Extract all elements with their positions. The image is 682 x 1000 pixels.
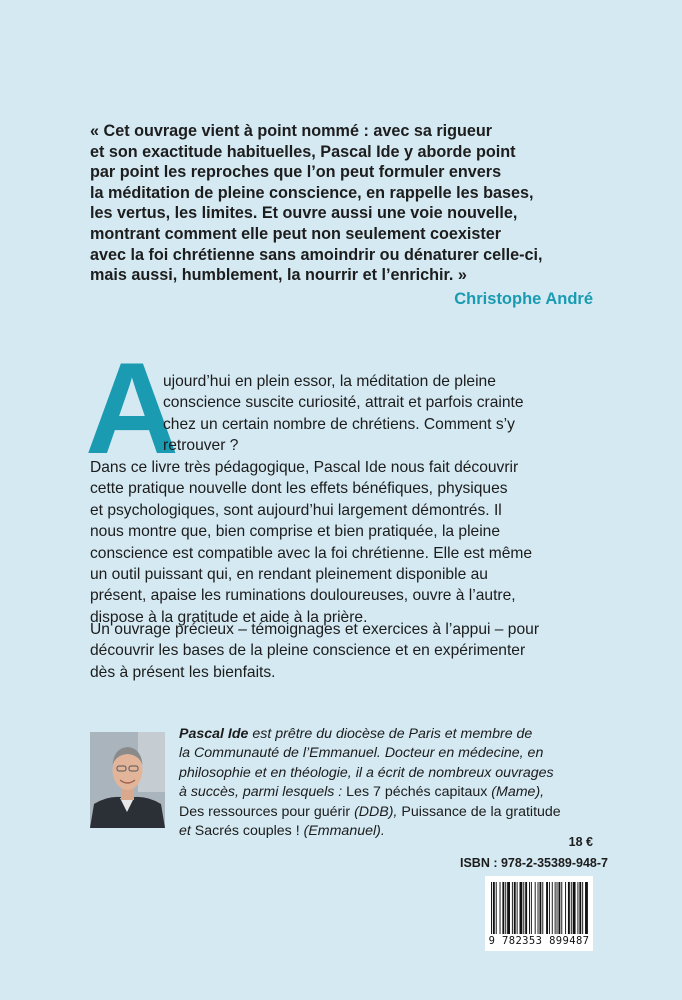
paragraph-line: nous montre que, bien comprise et bien pratiquée, la pleine xyxy=(90,523,501,541)
paragraph-line: dispose à la gratitude et aide à la prière. xyxy=(90,608,368,626)
barcode-bar xyxy=(491,882,492,934)
paragraph-line: découvrir les bases de la pleine conscience et en expérimenter xyxy=(90,642,526,660)
barcode-bar xyxy=(538,882,539,934)
barcode-bar xyxy=(500,882,501,934)
barcode xyxy=(485,876,593,951)
barcode-bar xyxy=(529,882,530,934)
barcode-bar xyxy=(496,882,497,934)
barcode-bar xyxy=(552,882,553,934)
intro-line: ujourd’hui en plein essor, la méditation de pleine xyxy=(163,373,496,390)
quote-line: et son exactitude habituelles, Pascal Ide y aborde point xyxy=(90,142,516,161)
bio-line: et Sacrés couples ! (Emmanuel). xyxy=(179,823,385,840)
paragraph-line: Dans ce livre très pédagogique, Pascal Ide nous fait découvrir xyxy=(90,459,519,476)
paragraph-line: conscience est compatible avec la foi chrétienne. Elle est même xyxy=(90,544,533,562)
barcode-bar xyxy=(523,882,524,934)
barcode-bar xyxy=(517,882,518,934)
description-paragraph xyxy=(90,457,595,628)
author-photo xyxy=(90,732,165,828)
paragraph-line: Un ouvrage précieux – témoignages et exercices à l’appui – pour xyxy=(90,621,540,638)
endorsement-quote xyxy=(90,121,610,286)
barcode-bar xyxy=(568,882,570,934)
paragraph-line: dès à présent les bienfaits. xyxy=(90,663,276,681)
bio-line: la Communauté de l’Emmanuel. Docteur en médecine, en xyxy=(179,745,544,762)
quote-line: « Cet ouvrage vient à point nommé : avec sa rigueur xyxy=(90,122,493,140)
barcode-bar xyxy=(514,882,516,934)
drop-cap: A xyxy=(85,335,179,481)
barcode-bar xyxy=(535,882,536,934)
quote-line: montrant comment elle peut non seulement coexister xyxy=(90,224,502,243)
bio-line: Pascal Ide est prêtre du diocèse de Paris et membre de xyxy=(179,726,533,742)
isbn-label: ISBN : 978-2-35389-948-7 xyxy=(460,856,608,870)
barcode-bar xyxy=(520,882,523,934)
barcode-bar xyxy=(493,882,495,934)
quote-line: mais aussi, humblement, la nourrir et l’enrichir. » xyxy=(90,266,467,285)
intro-line: retrouver ? xyxy=(163,437,239,455)
barcode-bar xyxy=(549,882,550,934)
bio-line: Des ressources pour guérir (DDB), Puissance de la gratitude xyxy=(179,803,561,820)
intro-line: chez un certain nombre de chrétiens. Comment s’y xyxy=(163,415,515,433)
barcode-bar xyxy=(571,882,572,934)
paragraph-line: présent, apaise les ruminations douloureuses, ouvre à l’autre, xyxy=(90,587,516,605)
intro-line: conscience suscite curiosité, attrait et parfois crainte xyxy=(163,394,524,412)
barcode-bar xyxy=(555,882,556,934)
barcode-bar xyxy=(582,882,583,934)
barcode-bar xyxy=(507,882,510,934)
barcode-bar xyxy=(512,882,513,934)
intro-paragraph xyxy=(163,371,593,457)
barcode-bar xyxy=(558,882,560,934)
quote-line: les vertus, les limites. Et ouvre aussi une voie nouvelle, xyxy=(90,204,518,223)
summary-paragraph xyxy=(90,619,595,683)
quote-line: avec la foi chrétienne sans amoindrir ou dénaturer celle-ci, xyxy=(90,245,543,264)
barcode-bar xyxy=(557,882,558,934)
price-label: 18 € xyxy=(568,835,593,849)
barcode-bar xyxy=(505,882,506,934)
barcode-bar xyxy=(565,882,566,934)
paragraph-line: cette pratique nouvelle dont les effets bénéfiques, physiques xyxy=(90,480,508,498)
barcode-bar xyxy=(531,882,532,934)
quote-line: la méditation de pleine conscience, en rappelle les bases, xyxy=(90,183,534,202)
barcode-bar xyxy=(502,882,504,934)
barcode-bar xyxy=(546,882,548,934)
barcode-bar xyxy=(525,882,527,934)
barcode-bar xyxy=(573,882,576,934)
bio-line: à succès, parmi lesquels : Les 7 péchés capitaux (Mame), xyxy=(179,784,545,801)
barcode-bar xyxy=(561,882,562,934)
author-bio xyxy=(179,725,599,841)
barcode-bar xyxy=(577,882,578,934)
barcode-bar xyxy=(579,882,581,934)
quote-author: Christophe André xyxy=(454,290,593,308)
paragraph-line: et psychologiques, sont aujourd’hui largement démontrés. Il xyxy=(90,501,502,519)
bio-line: philosophie et en théologie, il a écrit de nombreux ouvrages xyxy=(179,764,554,781)
quote-line: par point les reproches que l’on peut formuler envers xyxy=(90,163,502,182)
barcode-bar xyxy=(539,882,541,934)
author-name: Pascal Ide xyxy=(179,726,249,742)
barcode-digits: 9 782353 899487 xyxy=(488,935,590,947)
barcode-bar xyxy=(542,882,543,934)
paragraph-line: un outil puissant qui, en rendant pleinement disponible au xyxy=(90,566,488,584)
barcode-bar xyxy=(585,882,588,934)
